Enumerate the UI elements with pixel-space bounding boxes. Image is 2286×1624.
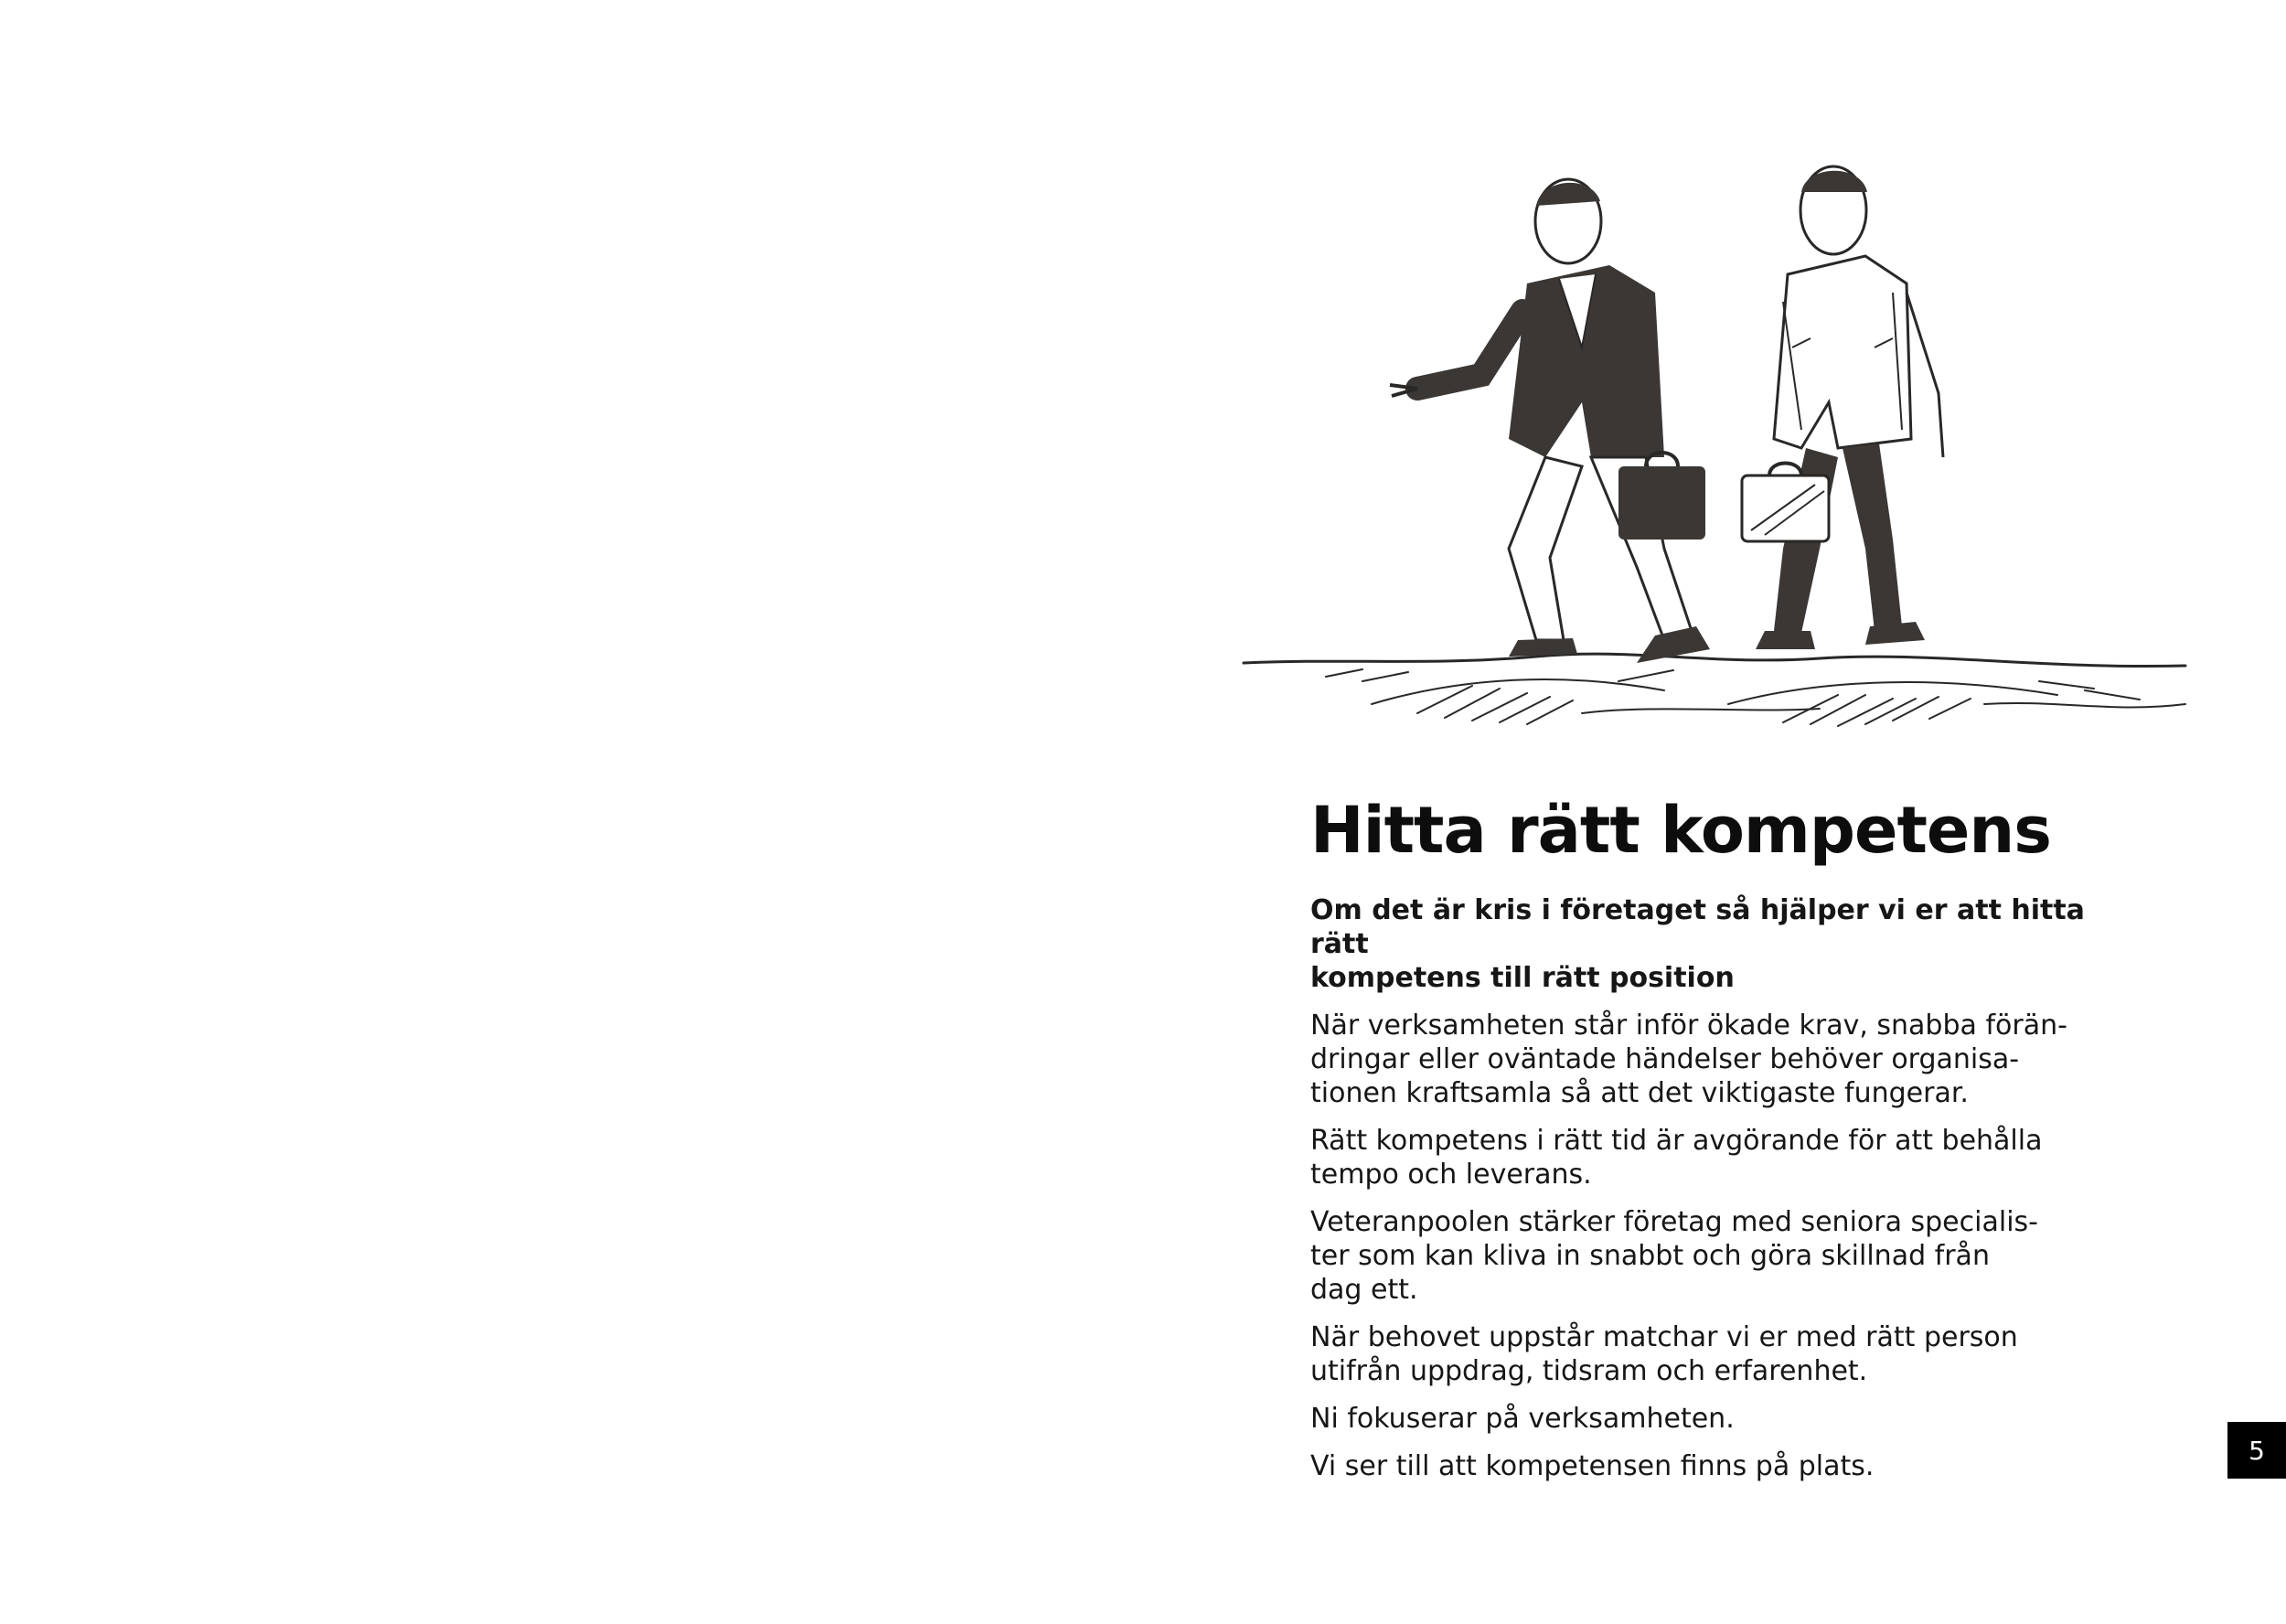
body-paragraph: Veteranpoolen stärker företag med seniora specialis- ter som kan kliva in snabbt och göra skillnad från dag ett. [1310,1206,2038,1306]
body-paragraph: När behovet uppstår matchar vi er med rätt person utifrån uppdrag, tidsram och erfarenhet. [1310,1321,2018,1387]
page-number-badge: 5 [2227,1422,2286,1479]
body-paragraph: Rätt kompetens i rätt tid är avgörande för att behålla tempo och leverans. [1310,1125,2043,1191]
body-paragraph: Ni fokuserar på verksamheten. [1310,1403,1735,1435]
left-man-figure [1390,179,1710,663]
page-title: Hitta rätt kompetens [1310,793,2051,868]
body-paragraph: När verksamheten står inför ökade krav, snabba förän- dringar eller oväntade händelser behöver organisa- tionen kraftsamla så att det viktigaste fungerar. [1310,1010,2067,1109]
body-paragraph: Vi ser till att kompetensen finns på plats. [1310,1450,1875,1482]
lead-paragraph: Om det är kris i företaget så hjälper vi er att hitta rätt kompetens till rätt position [1310,894,2085,994]
article [1310,793,2097,1497]
businessmen-illustration [1234,165,2195,768]
right-man-figure [1742,166,1943,649]
